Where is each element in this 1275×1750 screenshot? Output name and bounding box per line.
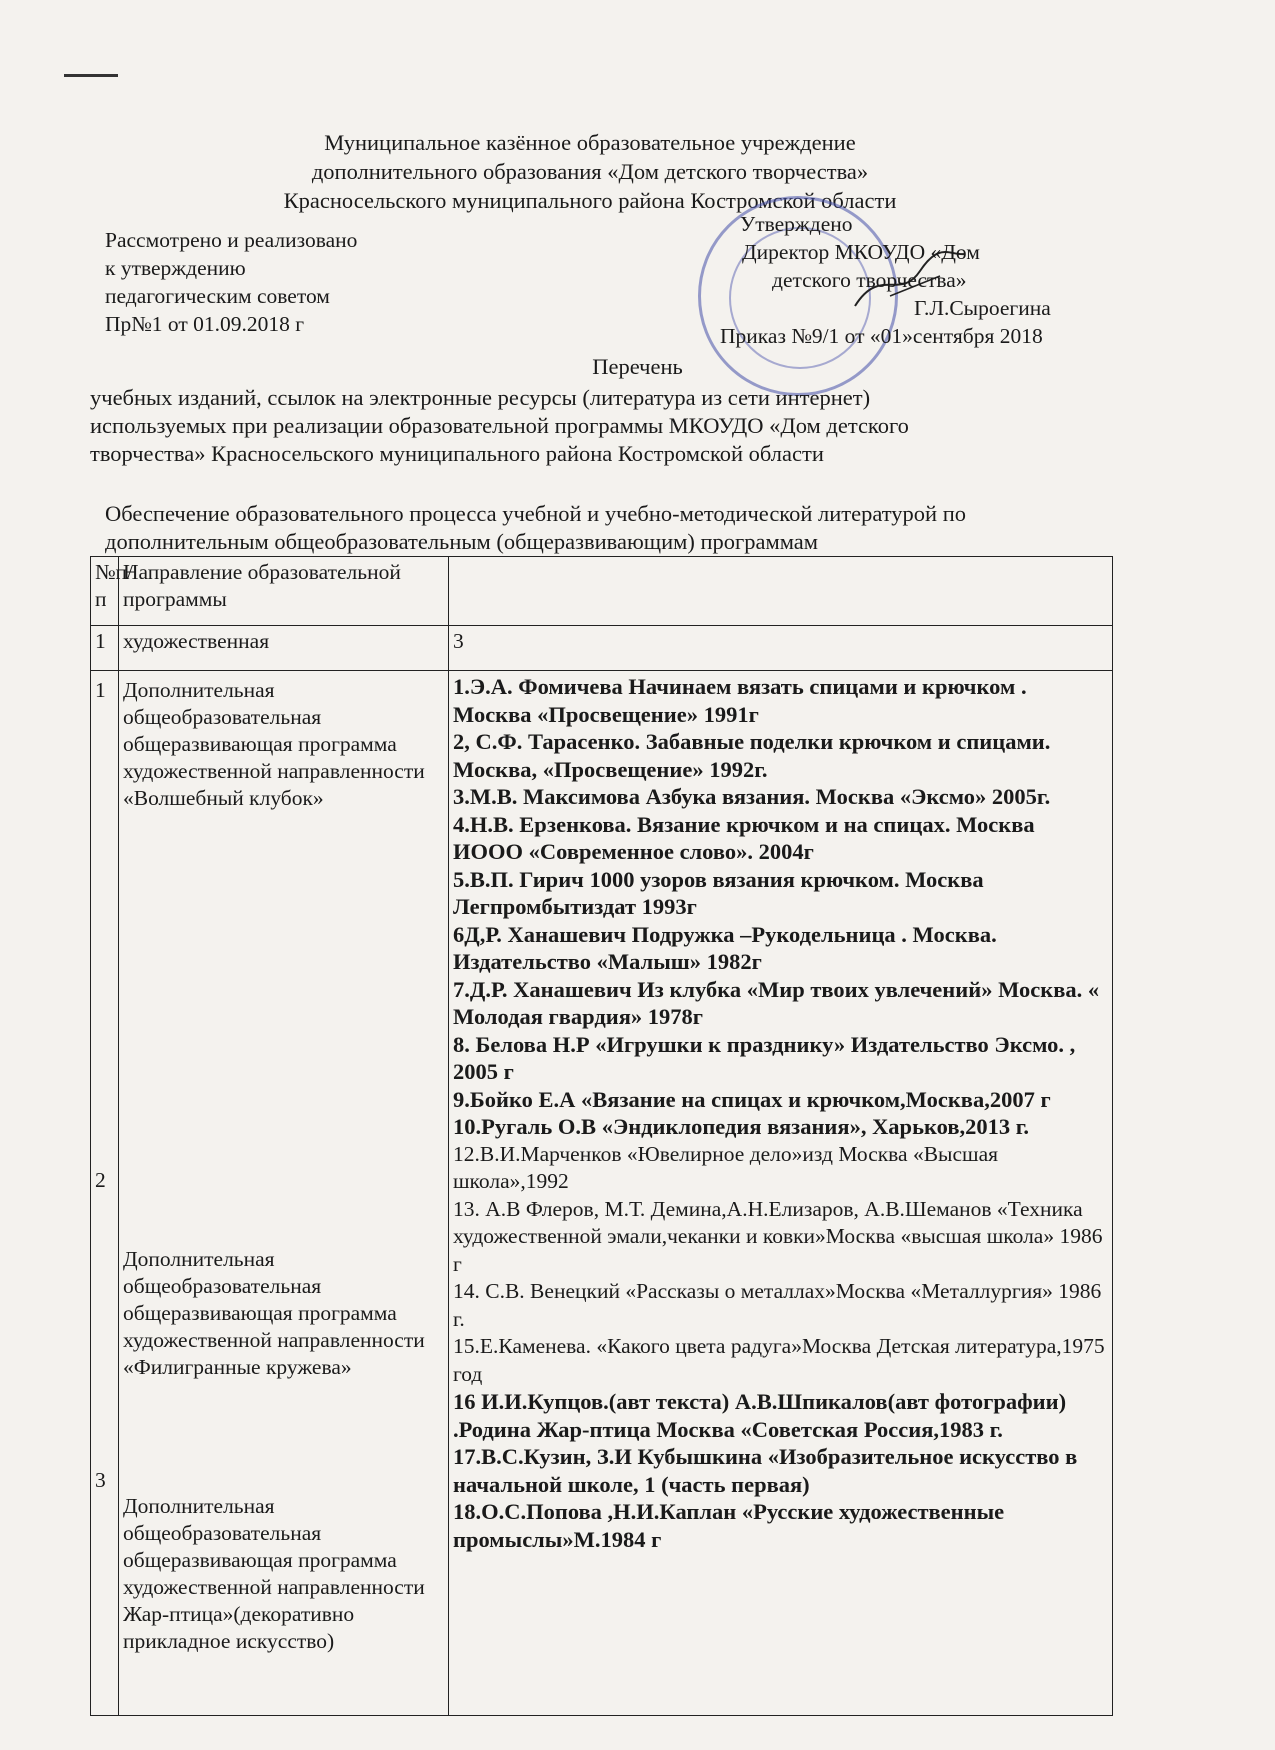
book-entry: 12.В.И.Марченков «Ювелирное дело»изд Москва «Высшая школа»,1992: [453, 1141, 999, 1193]
sub-direction: художественная: [119, 626, 449, 671]
book-entry: 7.Д.Р. Ханашевич Из клубка «Мир твоих увлечений» Москва. « Молодая гвардия» 1978г: [453, 976, 1100, 1029]
review-line: Пр№1 от 01.09.2018 г: [105, 312, 305, 336]
book-entry: 9.Бойко Е.А «Вязание на спицах и крючком,Москва,2007 г: [453, 1086, 1051, 1112]
header-direction: Направление образовательной программы: [119, 557, 449, 626]
program-cell: [119, 671, 449, 1716]
book-entry: 5.В.П. Гирич 1000 узоров вязания крючком. Москва Легпромбытиздат 1993г: [453, 866, 984, 919]
document-purpose: [90, 384, 1100, 468]
approval-title: Утверждено: [740, 212, 853, 236]
institution-line: Муниципальное казённое образовательное учреждение: [324, 130, 856, 155]
approval-house: детского творчества»: [772, 268, 967, 292]
program-name: Дополнительная общеобразовательная общеразвивающая программа художественной направленности «Волшебный клубок»: [123, 678, 425, 810]
literature-table: [90, 556, 1113, 1716]
book-entry: 1.Э.А. Фомичева Начинаем вязать спицами и крючком . Москва «Просвещение» 1991г: [453, 674, 1027, 727]
book-entry: 6Д,Р. Ханашевич Подружка –Рукодельница . Москва. Издательство «Малыш» 1982г: [453, 921, 997, 974]
header-blank: [449, 557, 1113, 626]
book-entry: 3.М.В. Максимова Азбука вязания. Москва «Эксмо» 2005г.: [453, 784, 1051, 809]
num-cell: [91, 671, 119, 1716]
sub-count: 3: [449, 626, 1113, 671]
book-entry: 17.В.С.Кузин, З.И Кубышкина «Изобразительное искусство в начальной школе, 1 (часть первая): [453, 1444, 1078, 1497]
books-list: [453, 673, 1108, 1553]
book-entry: 10.Ругаль О.В «Эндиклопедия вязания», Харьков,2013 г.: [453, 1114, 1030, 1139]
books-cell: [449, 671, 1113, 1716]
provision-text: [105, 500, 1115, 556]
table-row: [91, 671, 1113, 1716]
book-entry: 13. А.В Флеров, М.Т. Демина,А.Н.Елизаров, А.В.Шеманов «Техника художественной эмали,чеканки и ковки»Москва «высшая школа» 1986 г: [453, 1196, 1103, 1276]
program-name: Дополнительная общеобразовательная общеразвивающая программа художественной направленности «Филигранные кружева»: [123, 1247, 425, 1379]
review-line: к утверждению: [105, 256, 246, 280]
table-header-row: [91, 557, 1113, 626]
book-entry: 16 И.И.Купцов.(авт текста) А.В.Шпикалов(авт фотографии) .Родина Жар-птица Москва «Советская Россия,1983 г.: [453, 1389, 1067, 1442]
book-entry: 4.Н.В. Ерзенкова. Вязание крючком и на спицах. Москва ИООО «Современное слово». 2004г: [453, 811, 1035, 864]
book-entry: 8. Белова Н.Р «Игрушки к празднику» Издательство Эксмо. , 2005 г: [453, 1031, 1076, 1084]
sub-num: 1: [91, 626, 119, 671]
book-entry: 14. С.В. Венецкий «Рассказы о металлах»Москва «Металлургия» 1986 г.: [453, 1279, 1102, 1331]
institution-line: Красносельского муниципального района Костромской области: [283, 188, 897, 213]
provision-line: дополнительным общеобразовательным (общеразвивающим) программам: [105, 529, 819, 554]
approval-name: Г.Л.Сыроегина: [914, 296, 1051, 320]
review-block: [105, 226, 357, 338]
institution-line: дополнительного образования «Дом детского творчества»: [311, 159, 869, 184]
institution-header: [230, 128, 950, 215]
approval-order: Приказ №9/1 от «01»сентября 2018: [720, 324, 1043, 348]
approval-block: [700, 210, 1051, 350]
row-number: 1: [95, 678, 106, 702]
header-num: №п/п: [91, 557, 119, 626]
row-number: 3: [95, 1468, 106, 1492]
book-entry: 15.Е.Каменева. «Какого цвета радуга»Москва Детская литература,1975 год: [453, 1334, 1105, 1386]
document-title: Перечень: [592, 354, 683, 379]
table-subheader-row: [91, 626, 1113, 671]
book-entry: 2, С.Ф. Тарасенко. Забавные поделки крючком и спицами. Москва, «Просвещение» 1992г.: [453, 729, 1051, 782]
row-number: 2: [95, 1168, 106, 1192]
corner-dash-mark: [64, 74, 118, 77]
book-entry: 18.О.С.Попова ,Н.И.Каплан «Русские художественные промыслы»М.1984 г: [453, 1499, 1005, 1552]
purpose-line: используемых при реализации образовательной программы МКОУДО «Дом детского: [90, 413, 909, 438]
provision-line: Обеспечение образовательного процесса учебной и учебно-методической литературой по: [105, 501, 966, 526]
review-line: Рассмотрено и реализовано: [105, 228, 358, 252]
approval-director: Директор МКОУДО «Дом: [742, 240, 980, 264]
review-line: педагогическим советом: [105, 284, 330, 308]
program-name: Дополнительная общеобразовательная общеразвивающая программа художественной направленности Жар-птица»(декоративно прикладное искусство): [123, 1494, 425, 1653]
purpose-line: творчества» Красносельского муниципального района Костромской области: [90, 441, 824, 466]
num-box: [95, 673, 114, 1713]
purpose-line: учебных изданий, ссылок на электронные ресурсы (литература из сети интернет): [90, 385, 871, 410]
